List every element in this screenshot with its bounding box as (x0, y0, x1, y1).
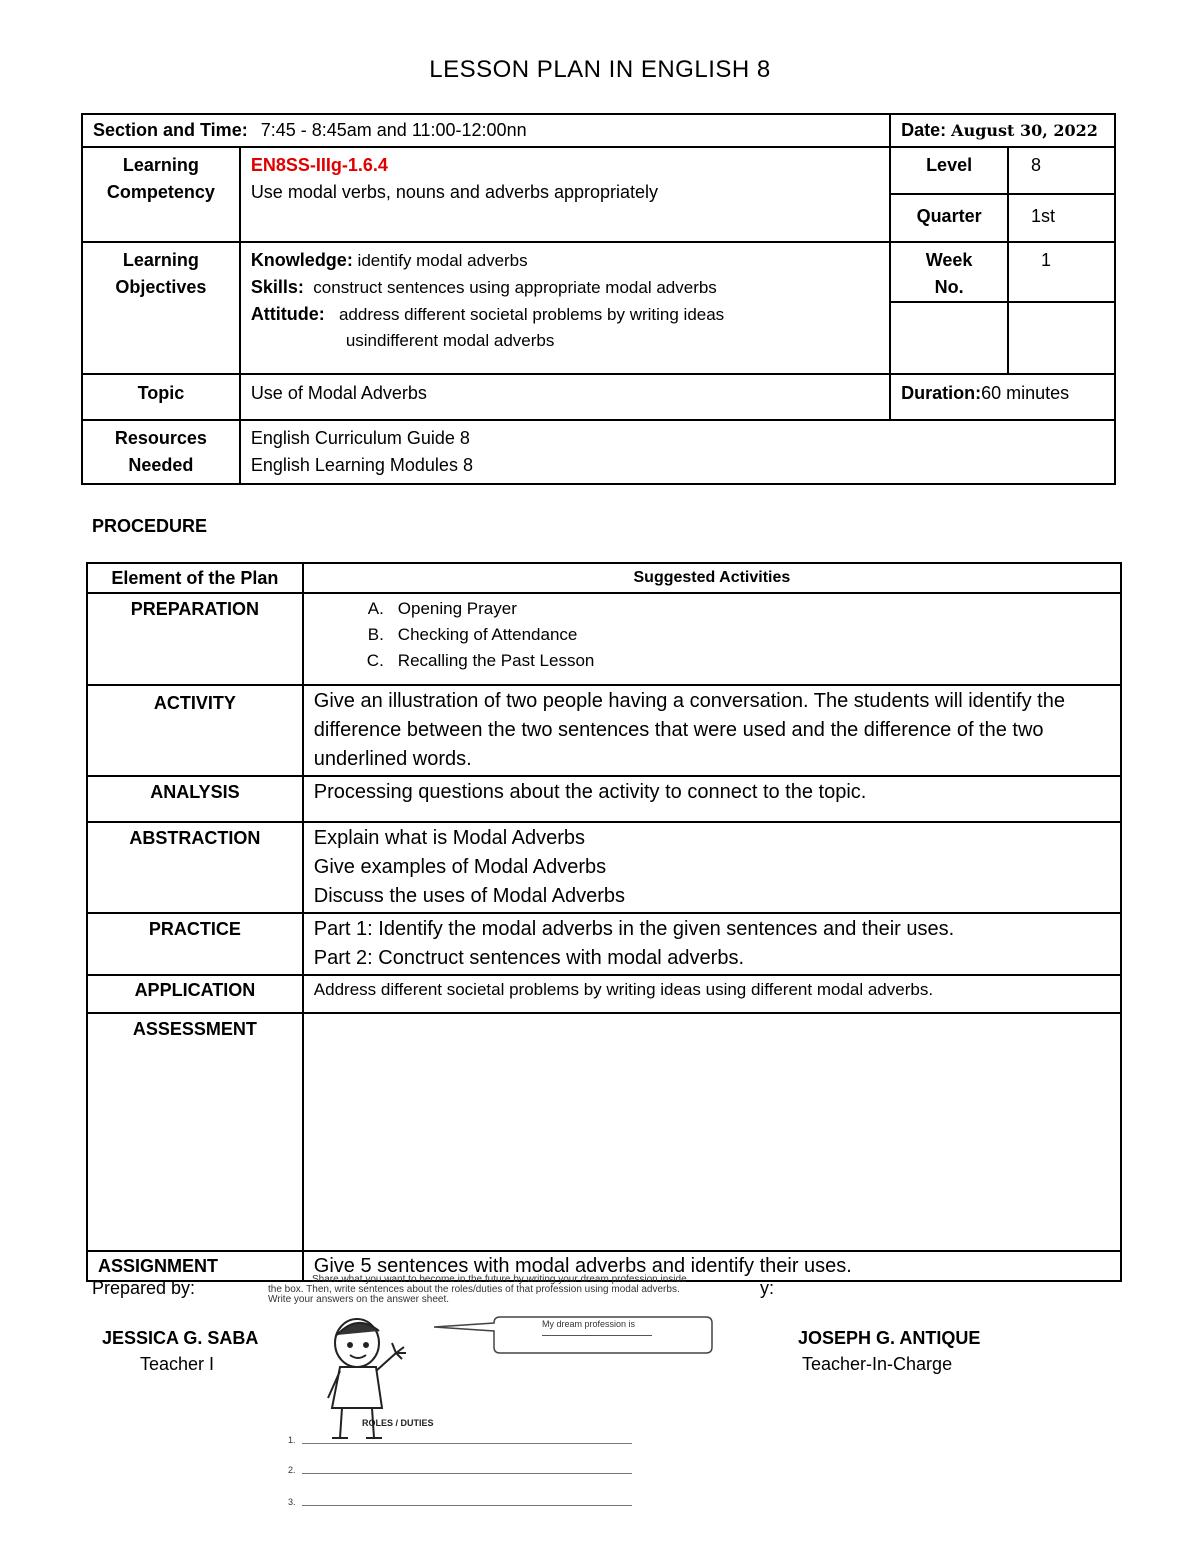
abstraction-line: Discuss the uses of Modal Adverbs (313, 885, 626, 907)
preparer-name: JESSICA G. SABA (102, 1328, 259, 1348)
date-value: August 30, 2022 (951, 121, 1098, 140)
roles-answer-line (302, 1505, 632, 1506)
empty-cell-b (1008, 302, 1115, 374)
preparer-title: Teacher I (140, 1354, 215, 1374)
practice-line: Part 1: Identify the modal adverbs in the given sentences and their uses. (313, 918, 955, 940)
lesson-info-table (81, 113, 1116, 485)
week-value: 1 (1008, 242, 1115, 302)
section-value: 7:45 - 8:45am and 11:00-12:00nn (260, 120, 527, 140)
topic-value: Use of Modal Adverbs (240, 374, 890, 420)
preparation-list (304, 596, 1120, 674)
col-activities-header: Suggested Activities (303, 563, 1121, 593)
resources-label-cell (82, 420, 240, 484)
roles-number: 1. (288, 1435, 296, 1445)
application-text: Address different societal problems by writing ideas using different modal adverbs. (303, 975, 1121, 1013)
bubble-text: My dream profession is (542, 1319, 636, 1329)
preparation-cell (303, 593, 1121, 685)
competency-code: EN8SS-IIIg-1.6.4 (250, 155, 388, 175)
competency-label-1: Learning (122, 155, 199, 175)
resources-cell (240, 420, 1115, 484)
analysis-text: Processing questions about the activity to connect to the topic. (303, 776, 1121, 822)
quarter-label: Quarter (890, 194, 1008, 242)
skills-label: Skills: (250, 277, 304, 297)
assignment-label: ASSIGNMENT (87, 1251, 303, 1281)
date-label: Date: (901, 120, 947, 140)
section-time-cell (82, 114, 890, 147)
attitude-label: Attitude: (250, 304, 325, 324)
section-label: Section and Time: (93, 120, 248, 140)
week-label-2: No. (934, 277, 964, 297)
level-label: Level (890, 147, 1008, 194)
roles-number: 3. (288, 1497, 296, 1507)
empty-cell-a (890, 302, 1008, 374)
preparation-label: PREPARATION (87, 593, 303, 685)
week-label-cell (890, 242, 1008, 302)
worksheet-instructions: Share what you want to become in the future by writing your dream profession inside the box. Then, write sentences about the roles/duties of that profession using modal adverbs. Write your answers on the answer sheet. (268, 1274, 687, 1305)
abstraction-cell (303, 822, 1121, 913)
list-item: C. Recalling the Past Lesson (366, 651, 595, 670)
analysis-label: ANALYSIS (87, 776, 303, 822)
duration-value: 60 minutes (981, 383, 1070, 403)
duration-cell (890, 374, 1115, 420)
page-title: LESSON PLAN IN ENGLISH 8 (429, 56, 771, 83)
topic-label: Topic (82, 374, 240, 420)
abstraction-line: Explain what is Modal Adverbs (313, 827, 586, 849)
roles-number: 2. (288, 1465, 296, 1475)
resource-item-1: English Curriculum Guide 8 (250, 428, 470, 448)
objectives-label-cell (82, 242, 240, 374)
worksheet-image (262, 1275, 762, 1535)
week-label-1: Week (925, 250, 973, 270)
list-item: A. Opening Prayer (367, 599, 517, 618)
level-value: 8 (1008, 147, 1115, 194)
procedure-heading: PROCEDURE (92, 516, 208, 536)
assignment-text: Give 5 sentences with modal adverbs and identify their uses. (303, 1251, 1121, 1281)
objectives-cell (240, 242, 890, 374)
competency-text: Use modal verbs, nouns and adverbs appropriately (250, 182, 659, 202)
col-element-header: Element of the Plan (87, 563, 303, 593)
prepared-by-label: Prepared by: (92, 1278, 196, 1298)
roles-heading: ROLES / DUTIES (362, 1418, 434, 1428)
roles-answer-line (302, 1473, 632, 1474)
approver-name: JOSEPH G. ANTIQUE (798, 1328, 981, 1348)
activity-text: Give an illustration of two people having a conversation. The students will identify the difference between the two sentences that were used and the difference of the two underlined words. (303, 685, 1121, 776)
application-label: APPLICATION (87, 975, 303, 1013)
objectives-label-2: Objectives (115, 277, 207, 297)
assessment-cell (303, 1013, 1121, 1251)
attitude-text-2: usindifferent modal adverbs (345, 331, 555, 350)
noted-by-suffix: y: (760, 1278, 775, 1298)
competency-label-cell (82, 147, 240, 242)
resources-label-2: Needed (128, 455, 194, 475)
knowledge-label: Knowledge: (250, 250, 353, 270)
roles-answer-line (302, 1443, 632, 1444)
practice-line: Part 2: Conctruct sentences with modal adverbs. (313, 947, 745, 969)
date-cell (890, 114, 1115, 147)
competency-label-2: Competency (106, 182, 215, 202)
practice-label: PRACTICE (87, 913, 303, 975)
competency-cell (240, 147, 890, 242)
abstraction-label: ABSTRACTION (87, 822, 303, 913)
activity-label: ACTIVITY (87, 685, 303, 776)
objectives-label-1: Learning (122, 250, 199, 270)
resources-label-1: Resources (114, 428, 207, 448)
practice-cell (303, 913, 1121, 975)
skills-text: construct sentences using appropriate modal adverbs (313, 278, 717, 297)
knowledge-text: identify modal adverbs (357, 251, 528, 270)
speech-bubble-icon (430, 1311, 720, 1356)
resource-item-2: English Learning Modules 8 (250, 455, 473, 475)
bubble-answer-line (542, 1335, 652, 1336)
assessment-label: ASSESSMENT (87, 1013, 303, 1251)
quarter-value: 1st (1008, 194, 1115, 242)
abstraction-line: Give examples of Modal Adverbs (313, 856, 607, 878)
list-item: B. Checking of Attendance (367, 625, 578, 644)
duration-label: Duration: (901, 383, 982, 403)
approver-title: Teacher-In-Charge (802, 1354, 953, 1374)
attitude-text-1: address different societal problems by writing ideas (338, 305, 725, 324)
procedure-table (86, 562, 1122, 1282)
